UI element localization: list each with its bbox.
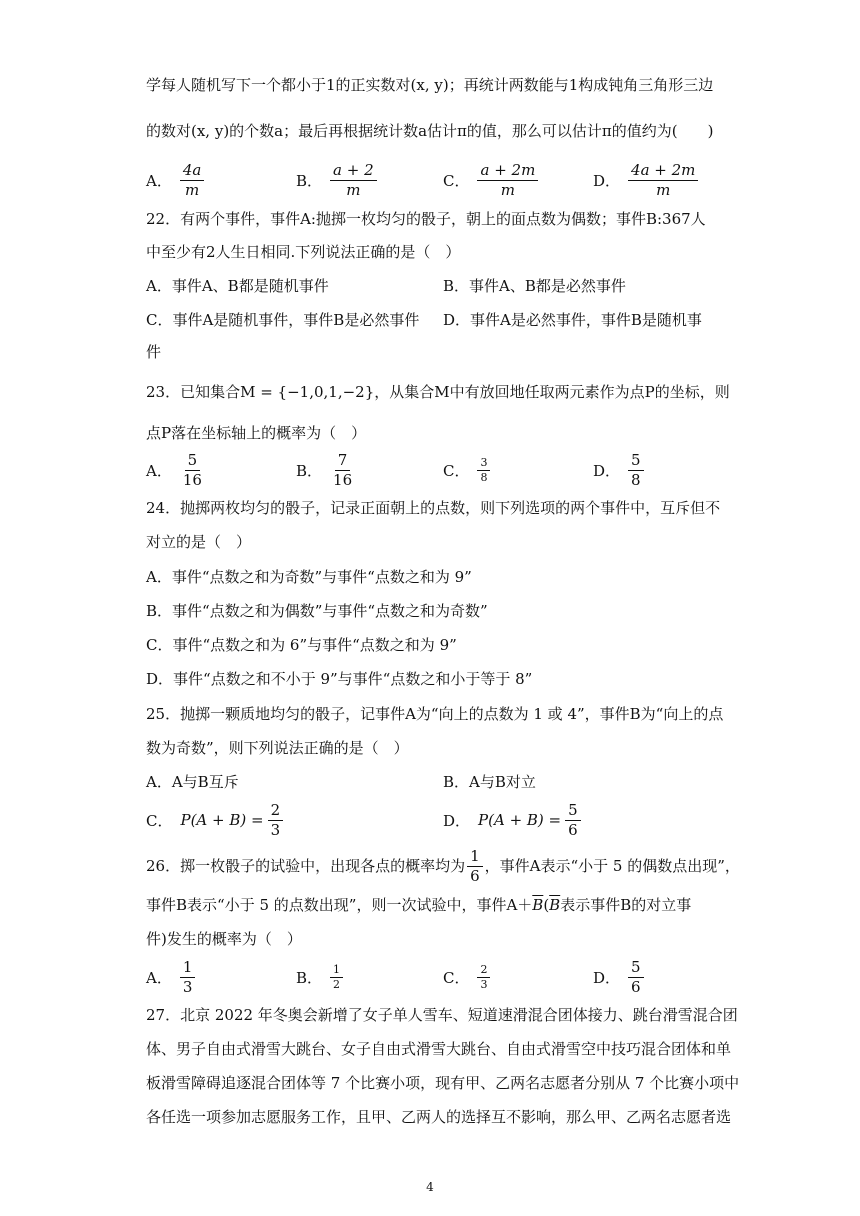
denominator: m [500, 180, 516, 199]
numerator: 4a [180, 162, 205, 181]
q22-option-c: C．事件A是随机事件，事件B是必然事件 [146, 311, 420, 329]
numerator: 5 [185, 452, 201, 471]
numerator: 7 [335, 452, 351, 471]
numerator: 5 [628, 452, 644, 471]
fraction [268, 802, 284, 839]
q26-line2-text-b: ( [543, 896, 550, 914]
q26-line1-text-b: ，事件A表示“小于 5 的偶数点出现”， [484, 857, 740, 875]
q26-line3: 件)发生的概率为（ ） [146, 930, 302, 948]
q21-options [146, 160, 726, 200]
q23-line2: 点P落在坐标轴上的概率为（ ） [146, 424, 367, 442]
option-label: B． [296, 968, 323, 987]
q27-line2: 体、男子自由式滑雪大跳台、女子自由式滑雪大跳台、自由式滑雪空中技巧混合团体和单 [146, 1040, 732, 1058]
numerator: 2 [268, 802, 284, 821]
fraction [330, 162, 377, 199]
denominator: 16 [182, 470, 202, 489]
q25-option-a: A．A与B互斥 [146, 773, 239, 791]
fraction [330, 452, 355, 489]
q22-option-b: B．事件A、B都是必然事件 [443, 277, 626, 295]
option-label: A． [146, 171, 172, 190]
q23-option-b [296, 450, 355, 490]
fraction [180, 959, 196, 996]
q21-line2: 的数对(x, y)的个数a；最后再根据统计数a估计π的值，那么可以估计π的值约为( ) [146, 122, 714, 140]
denominator: m [346, 180, 361, 199]
fraction [180, 452, 205, 489]
option-label: D． [593, 968, 621, 987]
q21-option-d [593, 160, 698, 200]
q26-line2-text-c: 表示事件B的对立事 [560, 896, 692, 914]
q26-option-b [296, 957, 343, 997]
numerator: 4a + 2m [628, 162, 698, 181]
page-number: 4 [426, 1180, 434, 1194]
q23-option-c [443, 450, 490, 490]
fraction [477, 162, 538, 199]
complement-b: $\overline{B}$ [549, 896, 561, 914]
q22-option-d: D．事件A是必然事件，事件B是随机事 [443, 311, 702, 329]
fraction [628, 162, 698, 199]
fraction [565, 802, 581, 839]
denominator: 3 [182, 977, 193, 996]
complement-b: $\overline{B}$ [532, 896, 544, 914]
numerator: 1 [180, 959, 196, 978]
q26-option-a [146, 957, 195, 997]
numerator: 3 [477, 457, 490, 471]
q27-line3: 板滑雪障碍追逐混合团体等 7 个比赛小项，现有甲、乙两名志愿者分别从 7 个比赛小项中 [146, 1074, 740, 1092]
numerator: 5 [628, 959, 644, 978]
q27-line4: 各任选一项参加志愿服务工作，且甲、乙两人的选择互不影响，那么甲、乙两名志愿者选 [146, 1108, 732, 1126]
q23-option-a [146, 450, 205, 490]
q25-option-c [146, 800, 283, 840]
numerator: 1 [330, 964, 343, 978]
option-label: A． [146, 461, 172, 480]
q21-line1: 学每人随机写下一个都小于1的正实数对(x, y)；再统计两数能与1构成钝角三角形三边 [146, 76, 714, 94]
denominator: 2 [333, 977, 341, 991]
q26-option-c [443, 957, 490, 997]
option-label: D． [593, 461, 621, 480]
q24-option-b: B．事件“点数之和为偶数”与事件“点数之和为奇数” [146, 602, 488, 620]
q26-line2-text-a: 事件B表示“小于 5 的点数出现”，则一次试验中，事件A＋ [146, 896, 533, 914]
fraction [628, 959, 644, 996]
probability-expression: P(A + B) = [478, 811, 562, 829]
option-label: C． [443, 171, 470, 190]
q21-option-a [146, 160, 204, 200]
fraction [477, 964, 490, 991]
denominator: 6 [631, 977, 641, 996]
q22-option-a: A．事件A、B都是随机事件 [146, 277, 329, 295]
q22-line2: 中至少有2人生日相同.下列说法正确的是（ ） [146, 243, 461, 261]
option-label: D． [443, 811, 471, 830]
q24-option-d: D．事件“点数之和不小于 9”与事件“点数之和小于等于 8” [146, 670, 533, 688]
q25-option-d [443, 800, 581, 840]
q26-line1 [146, 846, 740, 886]
option-label: C． [443, 461, 470, 480]
q24-option-a: A．事件“点数之和为奇数”与事件“点数之和为 9” [146, 568, 472, 586]
q26-line1-text-a: 26．掷一枚骰子的试验中，出现各点的概率均为 [146, 857, 466, 875]
probability-expression: P(A + B) = [180, 811, 264, 829]
q22-line1: 22．有两个事件，事件A:抛掷一枚均匀的骰子，朝上的面点数为偶数；事件B:367人 [146, 210, 706, 228]
denominator: m [184, 180, 200, 199]
denominator: 6 [568, 820, 578, 839]
fraction [330, 964, 343, 991]
fraction [477, 457, 490, 484]
denominator: m [656, 180, 671, 199]
numerator: a + 2m [477, 162, 538, 181]
numerator: a + 2 [330, 162, 377, 181]
q25-options-cd [146, 800, 726, 840]
q23-options [146, 450, 726, 490]
q21-option-b [296, 160, 377, 200]
fraction [628, 452, 644, 489]
denominator: 3 [270, 820, 281, 839]
q26-option-d [593, 957, 644, 997]
option-label: B． [296, 171, 323, 190]
q21-option-c [443, 160, 538, 200]
denominator: 16 [333, 470, 353, 489]
denominator: 3 [480, 977, 488, 991]
fraction [180, 162, 205, 199]
option-label: C． [146, 811, 173, 830]
q26-options [146, 957, 726, 997]
q24-option-c: C．事件“点数之和为 6”与事件“点数之和为 9” [146, 636, 457, 654]
denominator: 8 [480, 470, 488, 484]
q26-line2 [146, 894, 716, 916]
option-label: C． [443, 968, 470, 987]
option-label: A． [146, 968, 172, 987]
q24-line1: 24．抛掷两枚均匀的骰子，记录正面朝上的点数，则下列选项的两个事件中，互斥但不 [146, 499, 721, 517]
q25-option-b: B．A与B对立 [443, 773, 536, 791]
numerator: 1 [467, 848, 483, 867]
q25-line1: 25．抛掷一颗质地均匀的骰子，记事件A为“向上的点数为 1 或 4”，事件B为“向上的点 [146, 705, 724, 723]
q23-option-d [593, 450, 644, 490]
q27-line1: 27．北京 2022 年冬奥会新增了女子单人雪车、短道速滑混合团体接力、跳台滑雪混合团 [146, 1006, 738, 1024]
q24-line2: 对立的是（ ） [146, 533, 252, 551]
q25-line2: 数为奇数”，则下列说法正确的是（ ） [146, 739, 409, 757]
option-label: B． [296, 461, 323, 480]
denominator: 6 [470, 866, 480, 885]
numerator: 5 [565, 802, 581, 821]
q23-line1: 23．已知集合M = {−1,0,1,−2}，从集合M中有放回地任取两元素作为点P的坐标，则 [146, 383, 730, 401]
option-label: D． [593, 171, 621, 190]
numerator: 2 [477, 964, 490, 978]
fraction [467, 848, 483, 885]
q22-option-d-wrap: 件 [146, 343, 162, 361]
denominator: 8 [631, 470, 641, 489]
